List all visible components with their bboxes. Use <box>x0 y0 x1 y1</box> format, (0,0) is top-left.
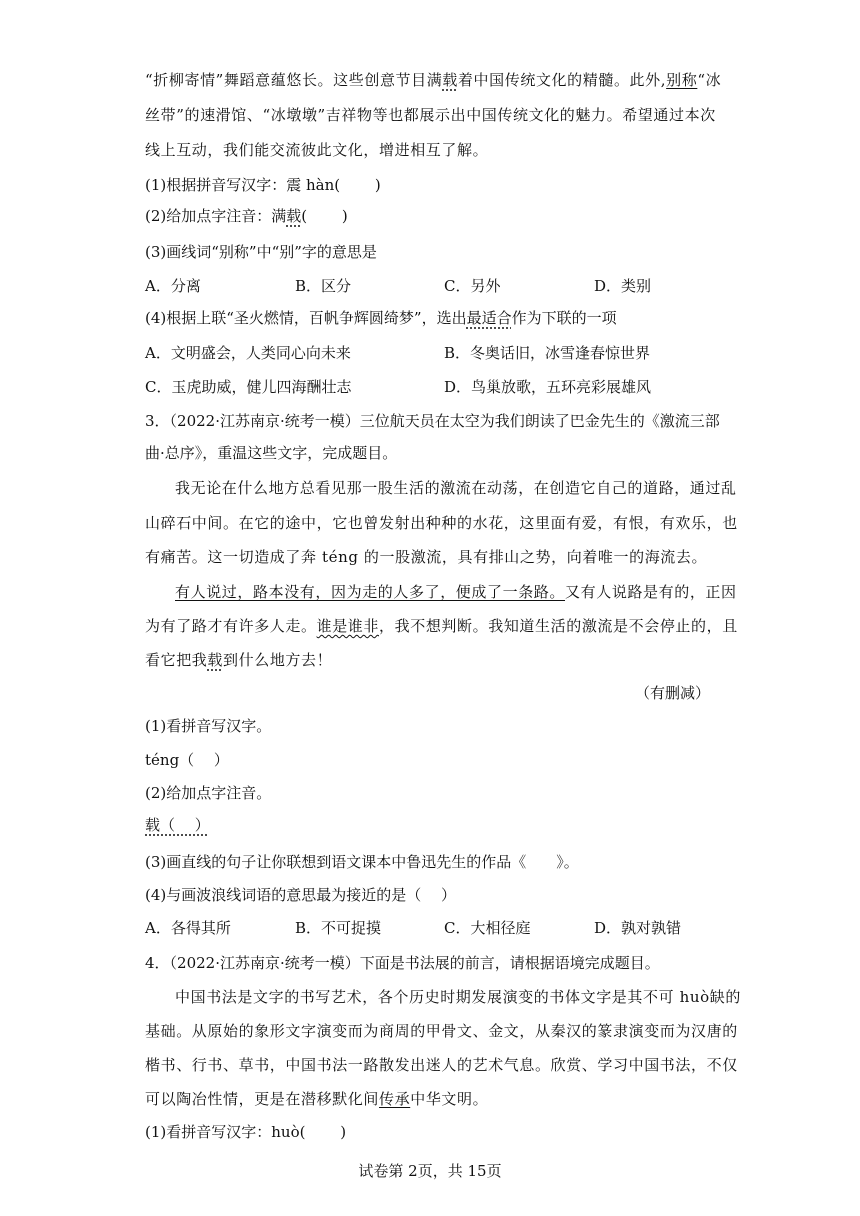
option[interactable]: B．区分 <box>295 277 352 295</box>
passage-line: 我无论在什么地方总看见那一股生活的激流在动荡，在创造它自己的道路，通过乱 <box>175 479 737 497</box>
source-note: （有删减） <box>634 684 710 702</box>
question-item: (3)画线词“别称”中“别”字的意思是 <box>145 243 377 261</box>
question-heading: 3．（2022·江苏南京·统考一模）三位航天员在太空为我们朗读了巴金先生的《激流三部 <box>145 412 720 430</box>
passage-line: 中国书法是文字的书写艺术，各个历史时期发展演变的书体文字是其不可 huò缺的 <box>175 988 741 1006</box>
passage-line: 可以陶冶性情，更是在潜移默化间传承中华文明。 <box>145 1090 489 1108</box>
passage-line: 山碎石中间。在它的途中，它也曾发射出种种的水花，这里面有爱，有恨，有欢乐，也 <box>145 514 738 532</box>
question-item: (4)与画波浪线词语的意思最为接近的是（ ） <box>145 886 457 904</box>
question-item: (1)看拼音写汉字：huò( ) <box>145 1123 347 1141</box>
option[interactable]: A．各得其所 <box>145 919 231 937</box>
question-item: (2)给加点字注音：满载( ) <box>145 207 348 225</box>
passage-line: 线上互动，我们能交流彼此文化，增进相互了解。 <box>145 141 489 159</box>
option[interactable]: C．另外 <box>444 277 501 295</box>
option[interactable]: B．不可捉摸 <box>295 919 382 937</box>
question-item: (3)画直线的句子让你联想到语文课本中鲁迅先生的作品《 》。 <box>145 853 579 871</box>
page-footer: 试卷第 2页，共 15页 <box>358 1162 502 1180</box>
passage-line: 有痛苦。这一切造成了奔 téng 的一股激流，具有排山之势，向着唯一的海流去。 <box>145 548 708 566</box>
question-item: (1)看拼音写汉字。 <box>145 717 272 735</box>
option[interactable]: A．文明盛会，人类同心向未来 <box>145 344 351 362</box>
question-item: (1)根据拼音写汉字：震 hàn( ) <box>145 176 381 194</box>
question-item: téng（ ） <box>145 751 229 769</box>
question-item: 载（ ） <box>145 816 210 834</box>
passage-line: 看它把我载到什么地方去！ <box>145 651 333 669</box>
passage-line: 基础。从原始的象形文字演变而为商周的甲骨文、金文，从秦汉的篆隶演变而为汉唐的 <box>145 1022 738 1040</box>
question-heading: 4．（2022·江苏南京·统考一模）下面是书法展的前言，请根据语境完成题目。 <box>145 954 660 972</box>
option[interactable]: B．冬奥话旧，冰雪逢春惊世界 <box>444 344 651 362</box>
option[interactable]: D．孰对孰错 <box>594 919 682 937</box>
question-heading: 曲·总序》，重温这些文字，完成题目。 <box>145 444 398 462</box>
option[interactable]: D．鸟巢放歌，五环亮彩展雄风 <box>444 378 652 396</box>
passage-line: “折柳寄情”舞蹈意蕴悠长。这些创意节目满载着中国传统文化的精髓。此外,别称“冰 <box>145 71 722 89</box>
option[interactable]: C．玉虎助威，健儿四海酬壮志 <box>145 378 352 396</box>
passage-line: 有人说过，路本没有，因为走的人多了，便成了一条路。又有人说路是有的，正因 <box>175 583 737 601</box>
option[interactable]: C．大相径庭 <box>444 919 531 937</box>
passage-line: 丝带”的速滑馆、“冰墩墩”吉祥物等也都展示出中国传统文化的魅力。希望通过本次 <box>145 106 716 124</box>
question-item: (2)给加点字注音。 <box>145 784 272 802</box>
passage-line: 楷书、行书、草书，中国书法一路散发出迷人的艺术气息。欣赏、学习中国书法，不仅 <box>145 1056 738 1074</box>
passage-line: 为有了路才有许多人走。谁是谁非，我不想判断。我知道生活的激流是不会停止的，且 <box>145 617 738 635</box>
option[interactable]: D．类别 <box>594 277 652 295</box>
option[interactable]: A．分离 <box>145 277 201 295</box>
question-item: (4)根据上联“圣火燃情，百帆争辉圆绮梦”，选出最适合作为下联的一项 <box>145 309 617 327</box>
